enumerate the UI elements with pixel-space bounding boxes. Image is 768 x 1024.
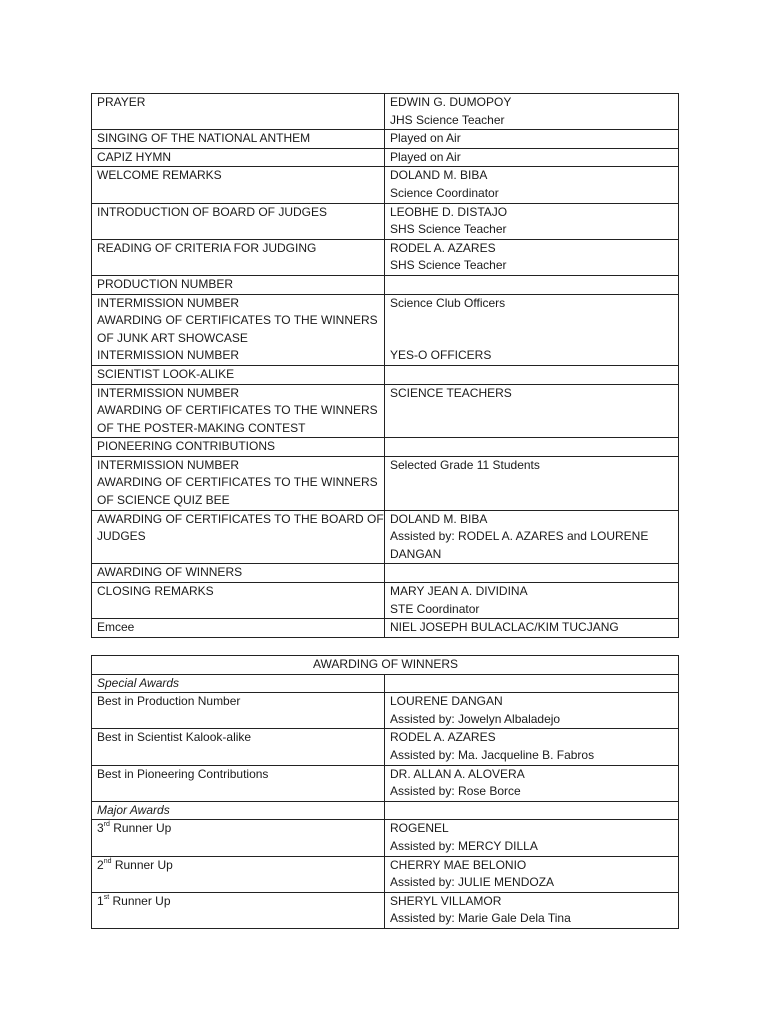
award-winner-cell xyxy=(385,820,679,856)
award-name-text: 3 xyxy=(97,821,104,836)
awards-table xyxy=(91,655,679,929)
program-item-text: AWARDING OF CERTIFICATES TO THE BOARD OF xyxy=(97,511,384,526)
program-item-cell xyxy=(92,275,385,294)
program-assignee-cell xyxy=(385,583,679,619)
program-assignee-cell xyxy=(385,94,679,130)
program-assignee-text: LEOBHE D. DISTAJO xyxy=(390,204,508,219)
program-item-text: JUDGES xyxy=(97,529,146,544)
program-item-text: PRODUCTION NUMBER xyxy=(97,276,234,291)
program-assignee-text: YES-O OFFICERS xyxy=(390,348,492,363)
award-name-cell xyxy=(92,820,385,856)
program-assignee-text: Selected Grade 11 Students xyxy=(390,457,540,472)
program-assignee-text: EDWIN G. DUMOPOY xyxy=(390,95,512,109)
award-assisted-by: Assisted by: Jowelyn Albaladejo xyxy=(390,711,561,726)
award-winner-name: SHERYL VILLAMOR xyxy=(390,893,502,908)
program-item-text: WELCOME REMARKS xyxy=(97,168,222,183)
program-item-cell xyxy=(92,384,385,438)
program-assignee-text: SHS Science Teacher xyxy=(390,258,507,273)
program-row xyxy=(92,564,679,583)
program-item-text: INTRODUCTION OF BOARD OF JUDGES xyxy=(97,204,328,219)
program-assignee-text: MARY JEAN A. DIVIDINA xyxy=(390,584,528,599)
awards-table-body xyxy=(92,656,679,929)
program-row xyxy=(92,456,679,510)
award-assisted-by: Assisted by: MERCY DILLA xyxy=(390,838,538,853)
program-assignee-cell xyxy=(385,275,679,294)
award-winner-name: LOURENE DANGAN xyxy=(390,694,503,709)
awards-header-row xyxy=(92,656,679,675)
program-item-cell xyxy=(92,94,385,130)
award-section-row xyxy=(92,674,679,693)
award-name xyxy=(97,857,380,875)
award-row xyxy=(92,729,679,765)
blank-line xyxy=(390,330,674,348)
program-item-cell xyxy=(92,167,385,203)
program-assignee-text: JHS Science Teacher xyxy=(390,112,505,127)
program-assignee-text: Assisted by: RODEL A. AZARES and LOURENE xyxy=(390,529,649,544)
award-name xyxy=(97,729,380,747)
program-item-cell xyxy=(92,365,385,384)
program-item-text: INTERMISSION NUMBER xyxy=(97,295,240,310)
ordinal-suffix: rd xyxy=(103,821,110,829)
award-name xyxy=(97,693,380,711)
award-winner-name: CHERRY MAE BELONIO xyxy=(390,857,527,872)
award-name-text: Best in Production Number xyxy=(97,694,241,709)
program-item-cell xyxy=(92,239,385,275)
program-row xyxy=(92,619,679,638)
program-assignee-cell xyxy=(385,619,679,638)
award-name-suffix: Runner Up xyxy=(109,821,172,836)
award-winner-cell xyxy=(385,693,679,729)
program-item-text: SINGING OF THE NATIONAL ANTHEM xyxy=(97,131,311,146)
program-assignee-cell xyxy=(385,130,679,149)
program-assignee-cell xyxy=(385,564,679,583)
program-item-text: INTERMISSION NUMBER xyxy=(97,385,240,400)
program-assignee-cell xyxy=(385,365,679,384)
program-item-text: AWARDING OF WINNERS xyxy=(97,565,243,580)
program-item-text: OF SCIENCE QUIZ BEE xyxy=(97,493,230,508)
award-section-heading: Major Awards xyxy=(92,801,385,820)
program-assignee-text: Science Club Officers xyxy=(390,295,506,310)
program-table-body xyxy=(92,94,679,638)
award-row xyxy=(92,693,679,729)
program-row xyxy=(92,583,679,619)
program-row xyxy=(92,275,679,294)
program-assignee-text: SCIENCE TEACHERS xyxy=(390,385,512,400)
program-item-cell xyxy=(92,148,385,167)
program-row xyxy=(92,384,679,438)
award-winner-cell xyxy=(385,729,679,765)
program-assignee-cell xyxy=(385,167,679,203)
award-name-text: Best in Pioneering Contributions xyxy=(97,766,269,781)
program-assignee-cell xyxy=(385,438,679,457)
ordinal-suffix: nd xyxy=(103,857,112,865)
program-item-text: CAPIZ HYMN xyxy=(97,149,172,164)
program-item-cell xyxy=(92,564,385,583)
program-item-text: OF THE POSTER-MAKING CONTEST xyxy=(97,420,306,435)
award-row xyxy=(92,820,679,856)
program-item-text: AWARDING OF CERTIFICATES TO THE WINNERS xyxy=(97,475,378,490)
program-item-text: PRAYER xyxy=(97,95,146,109)
empty-cell xyxy=(385,674,679,693)
program-item-cell xyxy=(92,438,385,457)
program-assignee-text: NIEL JOSEPH BULACLAC/KIM TUCJANG xyxy=(390,620,619,635)
program-assignee-cell xyxy=(385,456,679,510)
program-item-cell xyxy=(92,294,385,365)
program-assignee-text: DOLAND M. BIBA xyxy=(390,511,488,526)
award-assisted-by: Assisted by: Rose Borce xyxy=(390,784,521,799)
ordinal-suffix: st xyxy=(103,893,110,901)
award-section-heading: Special Awards xyxy=(92,674,385,693)
award-name-cell xyxy=(92,892,385,928)
program-item-text: INTERMISSION NUMBER xyxy=(97,457,240,472)
program-assignee-text: Played on Air xyxy=(390,149,461,164)
program-row xyxy=(92,130,679,149)
award-winner-cell xyxy=(385,765,679,801)
program-item-cell xyxy=(92,619,385,638)
awards-title: AWARDING OF WINNERS xyxy=(92,656,679,675)
program-row xyxy=(92,294,679,365)
award-name-cell xyxy=(92,765,385,801)
program-row xyxy=(92,438,679,457)
program-row xyxy=(92,365,679,384)
award-row xyxy=(92,856,679,892)
empty-cell xyxy=(385,801,679,820)
program-item-text: Emcee xyxy=(97,620,135,635)
award-winner-name: RODEL A. AZARES xyxy=(390,730,496,745)
program-row xyxy=(92,167,679,203)
program-row xyxy=(92,148,679,167)
program-assignee-cell xyxy=(385,384,679,438)
program-assignee-text: DOLAND M. BIBA xyxy=(390,168,488,183)
award-name-text: 2 xyxy=(97,857,104,872)
program-item-cell xyxy=(92,456,385,510)
program-item-text: AWARDING OF CERTIFICATES TO THE WINNERS xyxy=(97,403,378,418)
program-item-cell xyxy=(92,130,385,149)
award-winner-cell xyxy=(385,892,679,928)
program-item-text: AWARDING OF CERTIFICATES TO THE WINNERS xyxy=(97,313,378,328)
award-winner-cell xyxy=(385,856,679,892)
program-item-text: INTERMISSION NUMBER xyxy=(97,348,240,363)
program-row xyxy=(92,203,679,239)
program-item-text: OF JUNK ART SHOWCASE xyxy=(97,330,248,345)
program-item-text: CLOSING REMARKS xyxy=(97,584,214,599)
program-row xyxy=(92,510,679,564)
program-assignee-cell xyxy=(385,148,679,167)
program-row xyxy=(92,239,679,275)
award-name-suffix: Runner Up xyxy=(109,893,171,908)
award-row xyxy=(92,892,679,928)
award-name xyxy=(97,766,380,784)
award-section-row xyxy=(92,801,679,820)
award-assisted-by: Assisted by: Ma. Jacqueline B. Fabros xyxy=(390,747,595,762)
program-item-text: SCIENTIST LOOK-ALIKE xyxy=(97,366,235,381)
program-item-cell xyxy=(92,583,385,619)
program-assignee-text: Played on Air xyxy=(390,131,461,146)
award-name-text: Best in Scientist Kalook-alike xyxy=(97,730,252,745)
program-item-cell xyxy=(92,203,385,239)
program-assignee-cell xyxy=(385,510,679,564)
award-name-cell xyxy=(92,693,385,729)
program-assignee-cell xyxy=(385,239,679,275)
program-table xyxy=(91,93,679,638)
award-name-suffix: Runner Up xyxy=(111,857,173,872)
program-assignee-text: Science Coordinator xyxy=(390,185,499,200)
award-assisted-by: Assisted by: Marie Gale Dela Tina xyxy=(390,911,571,926)
program-item-text: READING OF CRITERIA FOR JUDGING xyxy=(97,240,317,255)
program-assignee-text: DANGAN xyxy=(390,546,442,561)
program-assignee-text: RODEL A. AZARES xyxy=(390,240,496,255)
program-assignee-text: SHS Science Teacher xyxy=(390,222,507,237)
award-row xyxy=(92,765,679,801)
award-winner-name: DR. ALLAN A. ALOVERA xyxy=(390,766,525,781)
award-name-cell xyxy=(92,729,385,765)
program-item-text: PIONEERING CONTRIBUTIONS xyxy=(97,439,276,454)
program-assignee-text: STE Coordinator xyxy=(390,601,480,616)
award-name-cell xyxy=(92,856,385,892)
award-name xyxy=(97,820,380,838)
program-assignee-cell xyxy=(385,203,679,239)
award-name-text: 1 xyxy=(97,893,104,908)
program-assignee-cell xyxy=(385,294,679,365)
blank-line xyxy=(390,312,674,330)
award-winner-name: ROGENEL xyxy=(390,821,449,836)
award-name xyxy=(97,893,380,911)
program-item-cell xyxy=(92,510,385,564)
award-assisted-by: Assisted by: JULIE MENDOZA xyxy=(390,875,555,890)
program-row xyxy=(92,94,679,130)
